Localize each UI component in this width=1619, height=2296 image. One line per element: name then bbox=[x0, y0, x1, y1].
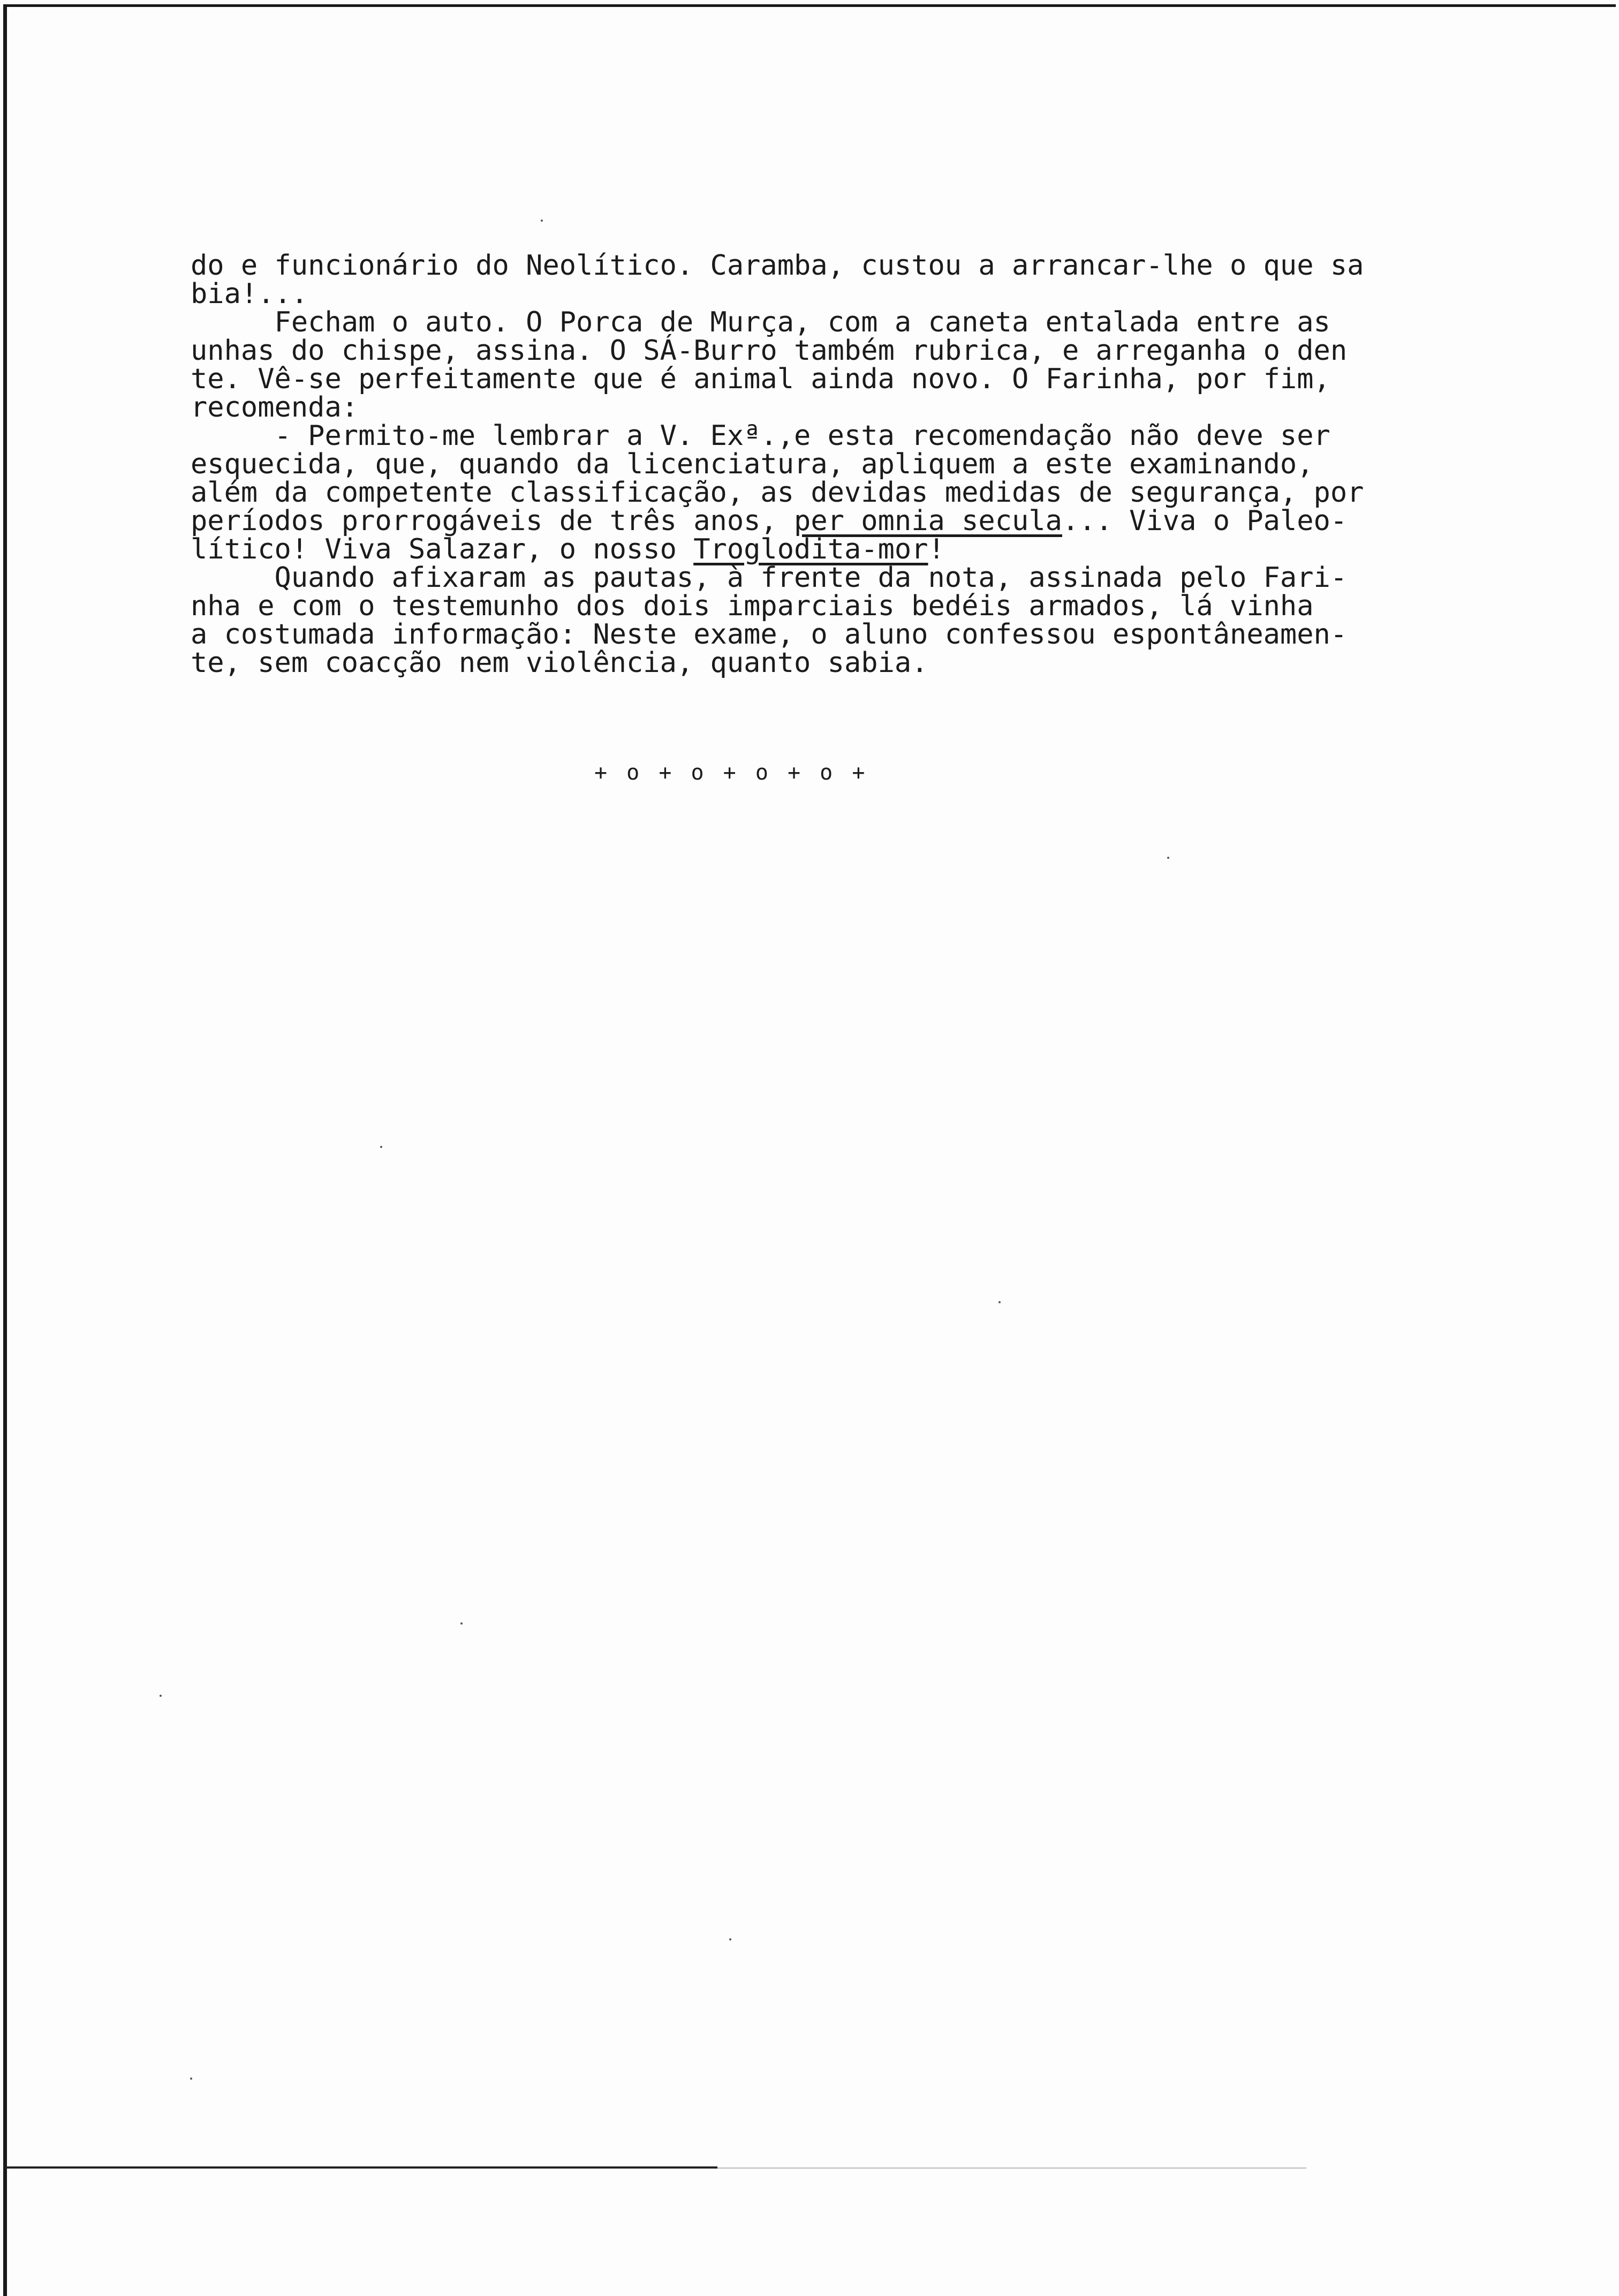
text-line: do e funcionário do Neolítico. Caramba, custou a arrancar-lhe o que sa bbox=[191, 250, 1364, 282]
scan-speck bbox=[729, 1938, 731, 1940]
section-separator: + o + o + o + o + bbox=[594, 760, 868, 785]
text-line: te, sem coacção nem violência, quanto sabia. bbox=[191, 647, 928, 679]
page-edge-bottom-faint bbox=[717, 2167, 1306, 2169]
scan-speck bbox=[541, 220, 543, 222]
scan-speck bbox=[460, 1622, 463, 1625]
page-edge-top bbox=[4, 4, 1616, 7]
text-line: Fecham o auto. O Porca de Murça, com a caneta entalada entre as bbox=[191, 306, 1330, 338]
text-line: Quando afixaram as pautas, à frente da nota, assinada pelo Fari- bbox=[191, 562, 1348, 594]
text-line: nha e com o testemunho dos dois imparciais bedéis armados, lá vinha bbox=[191, 590, 1314, 622]
text-line: te. Vê-se perfeitamente que é animal ainda novo. O Farinha, por fim, bbox=[191, 363, 1330, 395]
text-line: unhas do chispe, assina. O SÁ-Burro também rubrica, e arreganha o den bbox=[191, 335, 1348, 367]
text-line: bia!... bbox=[191, 278, 308, 310]
scan-speck bbox=[1167, 857, 1169, 859]
typewritten-text bbox=[191, 250, 1364, 679]
scan-speck bbox=[190, 2078, 192, 2080]
underlined-phrase: Troglodita-mor bbox=[693, 533, 928, 565]
text-line: lítico! Viva Salazar, o nosso Troglodita-mor! bbox=[191, 533, 945, 565]
text-line: esquecida, que, quando da licenciatura, apliquem a este examinando, bbox=[191, 448, 1314, 480]
underlined-phrase: per omnia secula bbox=[794, 505, 1062, 537]
text-line: além da competente classificação, as devidas medidas de segurança, por bbox=[191, 477, 1364, 509]
text-line: recomenda: bbox=[191, 391, 359, 424]
page-edge-bottom bbox=[5, 2166, 717, 2169]
text-line: períodos prorrogáveis de três anos, per omnia secula... Viva o Paleo- bbox=[191, 505, 1348, 537]
page-edge-left bbox=[3, 4, 7, 2296]
text-line: - Permito-me lembrar a V. Exª.,e esta recomendação não deve ser bbox=[191, 420, 1330, 452]
scan-speck bbox=[998, 1301, 1001, 1303]
text-line: a costumada informação: Neste exame, o aluno confessou espontâneamen- bbox=[191, 618, 1348, 651]
scan-speck bbox=[160, 1695, 162, 1697]
scan-speck bbox=[380, 1146, 382, 1148]
